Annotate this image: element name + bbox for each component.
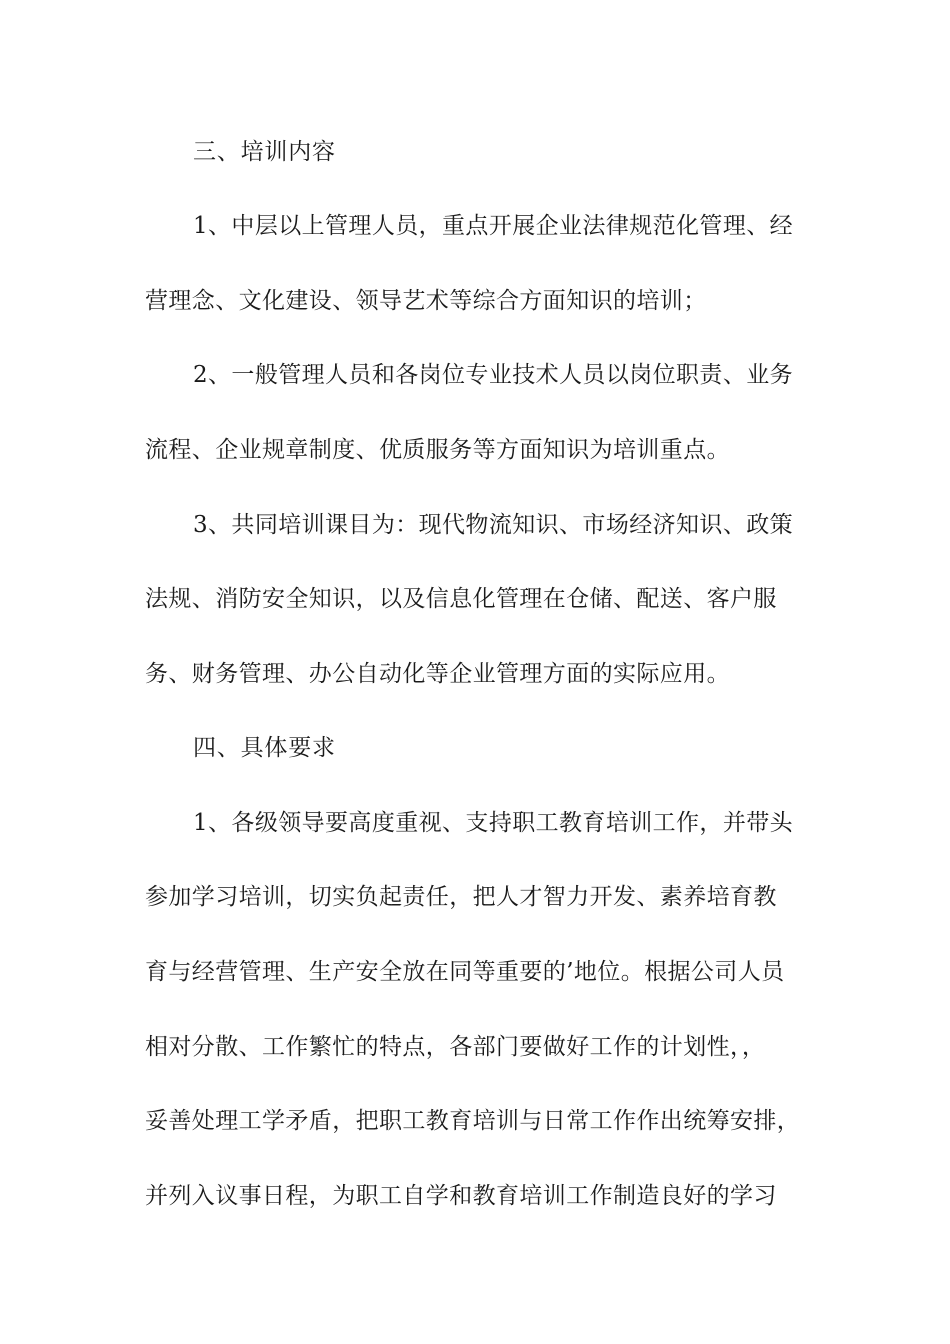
paragraph-line: 并列入议事日程，为职工自学和教育培训工作制造良好的学习	[145, 1183, 777, 1209]
paragraph-line: 参加学习培训，切实负起责任，把人才智力开发、素养培育教	[145, 884, 777, 910]
paragraph-line: 妥善处理工学矛盾，把职工教育培训与日常工作作出统筹安排，	[145, 1108, 801, 1134]
paragraph-line: 相对分散、工作繁忙的特点，各部门要做好工作的计划性，，	[145, 1034, 766, 1060]
section-heading-training-content: 三、培训内容	[193, 139, 336, 165]
paragraph-line: 流程、企业规章制度、优质服务等方面知识为培训重点。	[145, 437, 730, 463]
paragraph-line: 育与经营管理、生产安全放在同等重要的’地位。根据公司人员	[145, 959, 785, 985]
paragraph-line: 法规、消防安全知识，以及信息化管理在仓储、配送、客户服	[145, 586, 777, 612]
paragraph-line: 务、财务管理、办公自动化等企业管理方面的实际应用。	[145, 661, 730, 687]
paragraph-line: 2、一般管理人员和各岗位专业技术人员以岗位职责、业务	[193, 362, 794, 388]
paragraph-line: 营理念、文化建设、领导艺术等综合方面知识的培训；	[145, 288, 707, 314]
paragraph-line: 1、中层以上管理人员，重点开展企业法律规范化管理、经	[193, 213, 794, 239]
paragraph-line: 1、各级领导要高度重视、支持职工教育培训工作，并带头	[193, 810, 794, 836]
paragraph-line: 3、共同培训课目为：现代物流知识、市场经济知识、政策	[193, 512, 794, 538]
section-heading-requirements: 四、具体要求	[193, 735, 336, 761]
